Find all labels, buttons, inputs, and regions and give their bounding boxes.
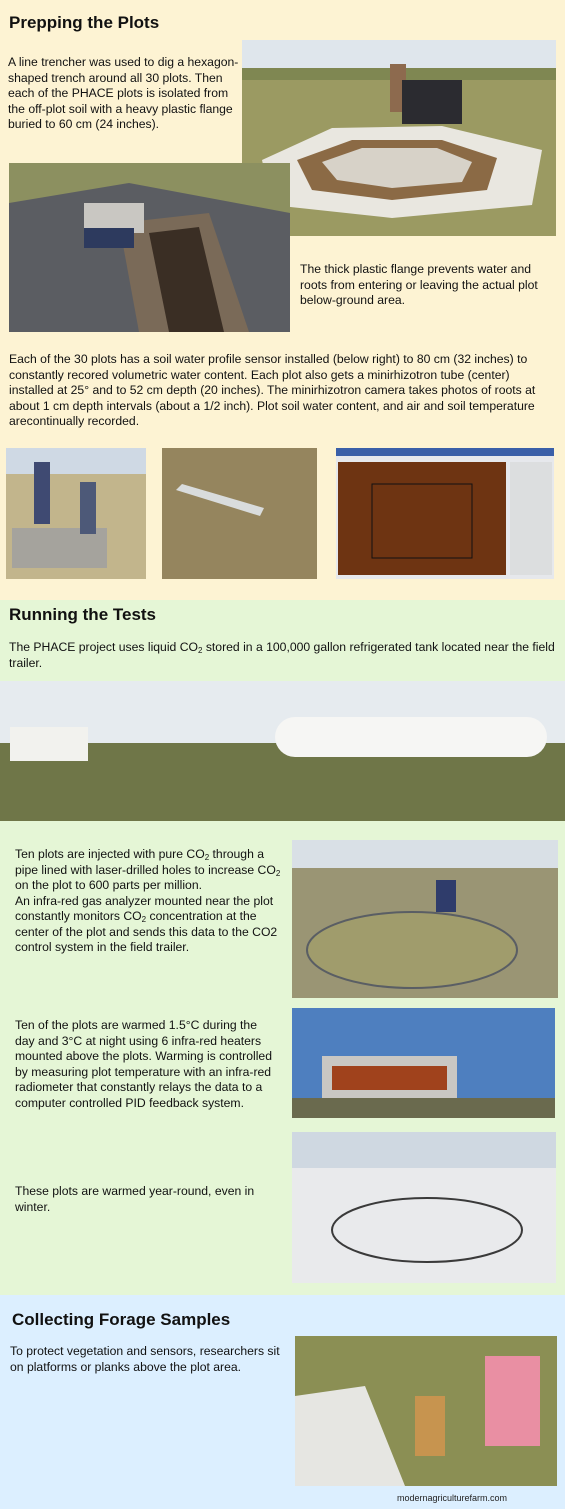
photo-worker-in-trench [9,163,290,332]
forage-paragraph: To protect vegetation and sensors, researchers sit on platforms or planks above the plot area. [10,1344,280,1374]
section-running-tests [0,600,565,1295]
year-round-paragraph: These plots are warmed year-round, even in winter. [15,1184,255,1214]
section-heading: Collecting Forage Samples [12,1310,231,1329]
photo-infrared-heater [292,1008,555,1118]
section-collecting-forage [0,1295,565,1509]
photo-co2-plot [292,840,558,998]
photo-minirhizotron-tube [162,448,317,579]
co2-tank-paragraph: The PHACE project uses liquid $CO_2$ stored in a 100,000 gallon refrigerated tank located near the field trailer. [9,640,555,670]
photo-researchers-sampling [295,1336,557,1486]
intro-paragraph: A line trencher was used to dig a hexagon-shaped trench around all 30 plots. Then each of the PHACE plots is isolated from the off-plot soil with a heavy plastic flange buried to 60 cm (24 inches). [8,55,239,131]
photo-winter-plots [292,1132,556,1283]
section-prepping-plots [0,0,565,600]
photo-soil-water-sensor-install [6,448,146,579]
photo-minirhizotron-software [336,448,554,579]
co2-injection-paragraph: Ten plots are injected with pure $CO_2$ through a pipe lined with laser-drilled holes to increase $CO_2$ on the plot to 600 parts per million. An infra-red gas analyzer mounted near the plot constantly monitors $CO_2$ concentration at the center of the plot and sends this data to the CO2 control system in the field trailer. [15,847,281,954]
section-heading: Running the Tests [9,605,157,624]
sensors-paragraph: Each of the 30 plots has a soil water profile sensor installed (below right) to 80 cm (32 inches) to constantly recored volumetric water content. Each plot also gets a minirhizotron tube (center) installed at 25° and to 52 cm depth (20 inches). The minirhizotron camera takes photos of roots at about 1 cm depth intervals (about a 1/2 inch). Plot soil water content, and air and soil temperature arecontinually recorded. [9,352,536,428]
footer-credit: modernagriculturefarm.com [397,1493,508,1503]
warming-paragraph: Ten of the plots are warmed 1.5°C during the day and 3°C at night using 6 infra-red heaters mounted above the plots. Warming is controlled by measuring plot temperature with an infra-red radiometer that constantly relays the data to a computer controlled PID feedback system. [15,1018,272,1110]
photo-co2-tank-and-trailer [0,681,565,821]
flange-caption: The thick plastic flange prevents water and roots from entering or leaving the actual plot below-ground area. [300,262,538,307]
section-heading: Prepping the Plots [9,13,160,32]
